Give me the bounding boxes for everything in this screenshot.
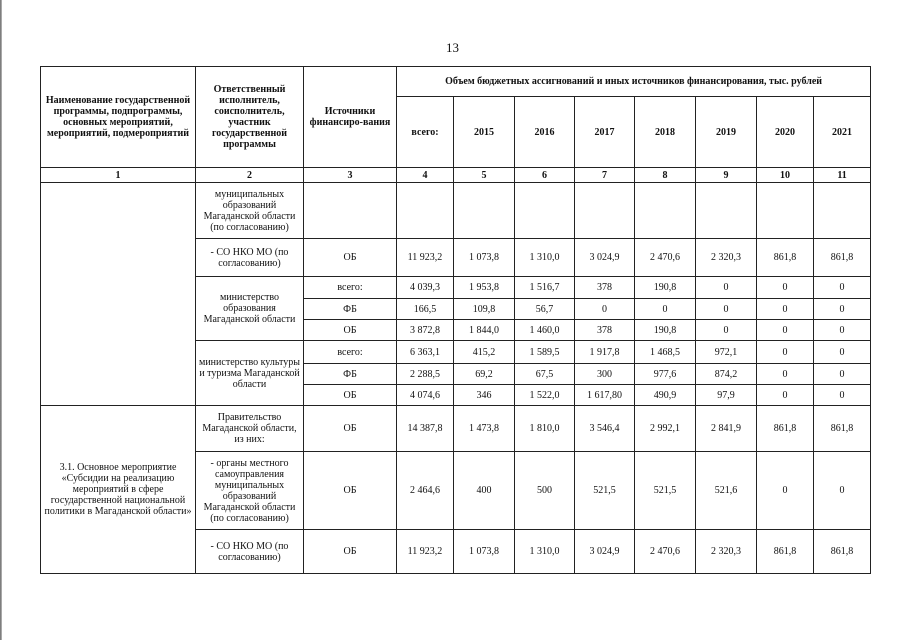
value-cell: 521,6 xyxy=(696,452,757,530)
value-cell: 11 923,2 xyxy=(397,530,454,574)
value-cell: 0 xyxy=(696,320,757,341)
header-responsible: Ответственный исполнитель, соисполнитель, участник государственной программы xyxy=(196,67,304,168)
source-cell: ОБ xyxy=(304,452,397,530)
header-year: 2019 xyxy=(696,97,757,168)
empty-cell xyxy=(575,183,635,239)
value-cell: 0 xyxy=(635,299,696,320)
value-cell: 1 468,5 xyxy=(635,341,696,364)
header-total: всего: xyxy=(397,97,454,168)
source-cell: ОБ xyxy=(304,406,397,452)
value-cell: 3 024,9 xyxy=(575,530,635,574)
value-cell: 300 xyxy=(575,364,635,385)
responsible-cell: - СО НКО МО (по согласованию) xyxy=(196,530,304,574)
value-cell: 1 810,0 xyxy=(515,406,575,452)
value-cell: 1 073,8 xyxy=(454,239,515,277)
value-cell: 0 xyxy=(575,299,635,320)
value-cell: 97,9 xyxy=(696,385,757,406)
value-cell: 2 288,5 xyxy=(397,364,454,385)
value-cell: 1 473,8 xyxy=(454,406,515,452)
header-year: 2016 xyxy=(515,97,575,168)
index-cell: 8 xyxy=(635,168,696,183)
value-cell: 2 464,6 xyxy=(397,452,454,530)
value-cell: 166,5 xyxy=(397,299,454,320)
index-cell: 3 xyxy=(304,168,397,183)
value-cell: 0 xyxy=(757,277,814,299)
header-volume: Объем бюджетных ассигнований и иных источников финансирования, тыс. рублей xyxy=(397,67,871,97)
header-year: 2018 xyxy=(635,97,696,168)
value-cell: 346 xyxy=(454,385,515,406)
source-cell: ФБ xyxy=(304,299,397,320)
value-cell: 1 460,0 xyxy=(515,320,575,341)
value-cell: 0 xyxy=(696,277,757,299)
header-year: 2021 xyxy=(814,97,871,168)
value-cell: 4 074,6 xyxy=(397,385,454,406)
value-cell: 0 xyxy=(814,341,871,364)
activity-name-cell: 3.1. Основное мероприятие «Субсидии на реализацию мероприятий в сфере государственной национальной политики в Магаданской области» xyxy=(41,406,196,574)
source-cell: ОБ xyxy=(304,530,397,574)
header-source: Источники финансиро-вания xyxy=(304,67,397,168)
value-cell: 977,6 xyxy=(635,364,696,385)
value-cell: 1 589,5 xyxy=(515,341,575,364)
value-cell: 1 953,8 xyxy=(454,277,515,299)
value-cell: 861,8 xyxy=(814,406,871,452)
empty-cell xyxy=(515,183,575,239)
value-cell: 874,2 xyxy=(696,364,757,385)
value-cell: 1 617,80 xyxy=(575,385,635,406)
value-cell: 2 320,3 xyxy=(696,530,757,574)
value-cell: 861,8 xyxy=(757,239,814,277)
value-cell: 2 992,1 xyxy=(635,406,696,452)
empty-cell xyxy=(454,183,515,239)
value-cell: 190,8 xyxy=(635,320,696,341)
name-cell-empty xyxy=(41,183,196,406)
value-cell: 0 xyxy=(814,364,871,385)
page-number: 13 xyxy=(446,40,459,55)
scan-edge xyxy=(0,0,2,640)
value-cell: 190,8 xyxy=(635,277,696,299)
value-cell: 0 xyxy=(757,341,814,364)
source-cell: всего: xyxy=(304,341,397,364)
value-cell: 2 320,3 xyxy=(696,239,757,277)
value-cell: 0 xyxy=(814,320,871,341)
source-cell: всего: xyxy=(304,277,397,299)
value-cell: 11 923,2 xyxy=(397,239,454,277)
index-row xyxy=(41,168,871,183)
budget-table xyxy=(40,66,871,574)
index-cell: 2 xyxy=(196,168,304,183)
responsible-cell: министерство культуры и туризма Магаданской области xyxy=(196,341,304,406)
value-cell: 1 310,0 xyxy=(515,239,575,277)
header-year: 2020 xyxy=(757,97,814,168)
value-cell: 1 310,0 xyxy=(515,530,575,574)
responsible-cell: - органы местного самоуправления муниципальных образований Магаданской области (по согласованию) xyxy=(196,452,304,530)
index-cell: 1 xyxy=(41,168,196,183)
index-cell: 5 xyxy=(454,168,515,183)
empty-cell xyxy=(304,183,397,239)
value-cell: 500 xyxy=(515,452,575,530)
value-cell: 3 872,8 xyxy=(397,320,454,341)
value-cell: 6 363,1 xyxy=(397,341,454,364)
value-cell: 400 xyxy=(454,452,515,530)
value-cell: 67,5 xyxy=(515,364,575,385)
value-cell: 0 xyxy=(814,385,871,406)
source-cell: ОБ xyxy=(304,385,397,406)
value-cell: 0 xyxy=(814,452,871,530)
value-cell: 3 546,4 xyxy=(575,406,635,452)
value-cell: 2 470,6 xyxy=(635,530,696,574)
value-cell: 1 516,7 xyxy=(515,277,575,299)
empty-cell xyxy=(757,183,814,239)
value-cell: 2 841,9 xyxy=(696,406,757,452)
value-cell: 521,5 xyxy=(575,452,635,530)
table-row xyxy=(41,406,871,452)
value-cell: 0 xyxy=(757,364,814,385)
value-cell: 972,1 xyxy=(696,341,757,364)
value-cell: 490,9 xyxy=(635,385,696,406)
index-cell: 7 xyxy=(575,168,635,183)
value-cell: 1 073,8 xyxy=(454,530,515,574)
value-cell: 69,2 xyxy=(454,364,515,385)
responsible-cell: Правительство Магаданской области, из них: xyxy=(196,406,304,452)
index-cell: 6 xyxy=(515,168,575,183)
table-row xyxy=(41,183,871,239)
value-cell: 1 522,0 xyxy=(515,385,575,406)
value-cell: 0 xyxy=(814,277,871,299)
index-cell: 10 xyxy=(757,168,814,183)
value-cell: 521,5 xyxy=(635,452,696,530)
source-cell: ОБ xyxy=(304,320,397,341)
value-cell: 1 844,0 xyxy=(454,320,515,341)
index-cell: 9 xyxy=(696,168,757,183)
value-cell: 3 024,9 xyxy=(575,239,635,277)
value-cell: 109,8 xyxy=(454,299,515,320)
responsible-cell: - СО НКО МО (по согласованию) xyxy=(196,239,304,277)
empty-cell xyxy=(814,183,871,239)
header-year: 2015 xyxy=(454,97,515,168)
empty-cell xyxy=(397,183,454,239)
value-cell: 56,7 xyxy=(515,299,575,320)
value-cell: 861,8 xyxy=(814,239,871,277)
header-name: Наименование государственной программы, подпрограммы, основных мероприятий, мероприятий, подмероприятий xyxy=(41,67,196,168)
value-cell: 0 xyxy=(757,385,814,406)
value-cell: 2 470,6 xyxy=(635,239,696,277)
header-year: 2017 xyxy=(575,97,635,168)
value-cell: 378 xyxy=(575,320,635,341)
source-cell: ОБ xyxy=(304,239,397,277)
index-cell: 4 xyxy=(397,168,454,183)
value-cell: 861,8 xyxy=(757,406,814,452)
index-cell: 11 xyxy=(814,168,871,183)
value-cell: 0 xyxy=(757,452,814,530)
value-cell: 0 xyxy=(814,299,871,320)
value-cell: 0 xyxy=(696,299,757,320)
value-cell: 415,2 xyxy=(454,341,515,364)
value-cell: 378 xyxy=(575,277,635,299)
value-cell: 0 xyxy=(757,320,814,341)
responsible-cell: муниципальных образований Магаданской области (по согласованию) xyxy=(196,183,304,239)
value-cell: 861,8 xyxy=(757,530,814,574)
value-cell: 861,8 xyxy=(814,530,871,574)
value-cell: 0 xyxy=(757,299,814,320)
value-cell: 4 039,3 xyxy=(397,277,454,299)
value-cell: 14 387,8 xyxy=(397,406,454,452)
source-cell: ФБ xyxy=(304,364,397,385)
empty-cell xyxy=(635,183,696,239)
responsible-cell: министерство образования Магаданской области xyxy=(196,277,304,341)
empty-cell xyxy=(696,183,757,239)
value-cell: 1 917,8 xyxy=(575,341,635,364)
